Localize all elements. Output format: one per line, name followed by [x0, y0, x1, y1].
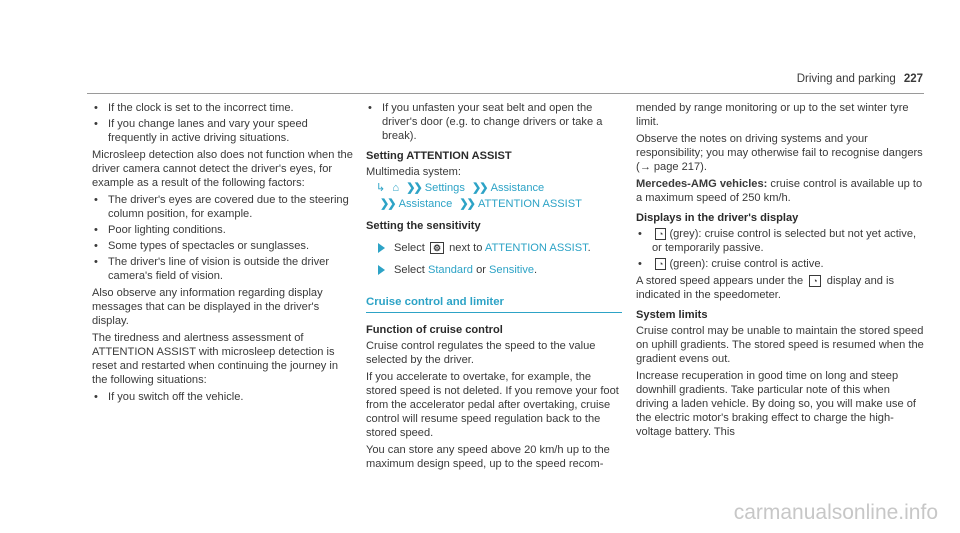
heading-setting-attention-assist: Setting ATTENTION ASSIST: [366, 150, 512, 162]
section-title: Driving and parking: [796, 73, 896, 85]
cruise-control-icon: ◔: [655, 228, 666, 240]
heading-system-limits: System limits: [636, 309, 708, 321]
step-text: next to: [449, 242, 483, 254]
path-assistance-2[interactable]: Assistance: [398, 198, 453, 210]
page-number: 227: [903, 73, 923, 85]
cruise-control-icon: ◔: [809, 275, 820, 287]
chevron-icon: ❯❯: [459, 198, 474, 210]
paragraph: Also observe any information regarding display messages that can be displayed in the driver's display.: [92, 287, 323, 327]
column-3: [636, 101, 924, 442]
chevron-icon: ❯❯: [471, 182, 487, 194]
paragraph: Multimedia system:: [366, 166, 461, 178]
list-item: • Some types of spectacles or sunglasses.: [92, 239, 356, 253]
bullet-list-a: [366, 101, 622, 143]
chevron-icon: ❯❯: [406, 182, 421, 194]
heading-displays: Displays in the driver's display: [636, 212, 799, 224]
paragraph-text: display and is indicated in the speedometer.: [636, 275, 894, 301]
amg-paragraph: [636, 177, 924, 205]
amg-label: Mercedes-AMG vehicles:: [636, 178, 768, 190]
display-list: [636, 227, 924, 271]
bullet-list-a: [92, 101, 356, 145]
list-item: • If you unfasten your seat belt and open the driver's door (e.g. to change drivers or take a break).: [366, 101, 622, 143]
step-text: Select: [394, 264, 425, 276]
paragraph: The tiredness and alertness assessment of ATTENTION ASSIST with microsleep detection is reset and restarted when continuing the journey in the following situations:: [92, 332, 339, 386]
paragraph: [636, 274, 924, 302]
watermark: carmanualsonline.info: [733, 501, 938, 524]
settings-gear-icon: ⚙: [430, 242, 444, 254]
option-standard[interactable]: Standard: [427, 264, 473, 276]
paragraph: If you accelerate to overtake, for example, the stored speed is not deleted. If you remove your foot from the accelerator pedal after overtaking, cruise control will resume speed regulation back to the stored speed.: [366, 371, 619, 439]
bullet-list-b: [92, 193, 356, 283]
paragraph: Increase recuperation in good time on long and steep downhill gradients. Take particular note of this when driving a laden vehicle. By doing so, you will make use of the electric motor's braking effect to charge the high-voltage battery. This: [636, 370, 916, 438]
cruise-control-icon: ◔: [655, 258, 666, 270]
paragraph: Microsleep detection also does not function when the driver camera cannot detect the driver's eyes, for example as a result of the following factors:: [92, 149, 353, 189]
list-item: • The driver's eyes are covered due to the steering column position, for example.: [92, 193, 356, 221]
list-item-text: (green): cruise control is active.: [669, 258, 824, 270]
step-arrow-icon: [378, 265, 385, 275]
chevron-icon: ❯❯: [380, 198, 395, 210]
menu-path: [366, 181, 622, 211]
step-text: Select: [394, 242, 425, 254]
page-header: [797, 73, 923, 85]
paragraph: mended by range monitoring or up to the set winter tyre limit.: [636, 102, 909, 128]
step-2: [366, 263, 622, 277]
list-item: • If you switch off the vehicle.: [92, 390, 356, 404]
column-2: [366, 101, 622, 474]
list-item: • The driver's line of vision is outside the driver camera's field of vision.: [92, 255, 356, 283]
paragraph: Cruise control may be unable to maintain the stored speed on uphill gradients. The stored speed is resumed when the gradient evens out.: [636, 325, 924, 365]
option-sensitive[interactable]: Sensitive: [489, 264, 535, 276]
header-divider: [87, 93, 924, 94]
bullet-list-c: [92, 390, 356, 404]
column-1: [92, 101, 356, 407]
step-arrow-icon: [378, 243, 385, 253]
section-title-cruise-control: Cruise control and limiter: [366, 295, 622, 313]
step-text: or: [476, 264, 486, 276]
step-punct: .: [587, 242, 591, 254]
paragraph: Observe the notes on driving systems and your responsibility; you may otherwise fail to recognise dangers (→ page 217).: [636, 133, 923, 173]
path-settings[interactable]: Settings: [424, 182, 465, 194]
paragraph-text: A stored speed appears under the: [636, 275, 804, 287]
path-assistance[interactable]: Assistance: [490, 182, 545, 194]
path-attention-assist[interactable]: ATTENTION ASSIST: [477, 198, 582, 210]
list-item: [636, 227, 924, 255]
home-icon: ⌂: [392, 182, 400, 194]
paragraph: You can store any speed above 20 km/h up to the maximum design speed, up to the speed recom-: [366, 444, 610, 470]
link-attention-assist[interactable]: ATTENTION ASSIST: [484, 242, 588, 254]
list-item: [636, 257, 924, 271]
list-item: • If you change lanes and vary your speed frequently in active driving situations.: [92, 117, 356, 145]
step-punct: .: [534, 264, 538, 276]
step-1: [366, 241, 622, 255]
list-item: • If the clock is set to the incorrect time.: [92, 101, 356, 115]
list-item: • Poor lighting conditions.: [92, 223, 356, 237]
amg-text: cruise control is available up to a maximum speed of 250 km/h.: [636, 178, 923, 204]
paragraph: Cruise control regulates the speed to the value selected by the driver.: [366, 340, 596, 366]
heading-setting-sensitivity: Setting the sensitivity: [366, 220, 481, 232]
heading-function-cruise-control: Function of cruise control: [366, 324, 503, 336]
list-item-text: (grey): cruise control is selected but not yet active, or temporarily passive.: [652, 228, 917, 254]
return-arrow-icon: ↳: [376, 182, 386, 194]
